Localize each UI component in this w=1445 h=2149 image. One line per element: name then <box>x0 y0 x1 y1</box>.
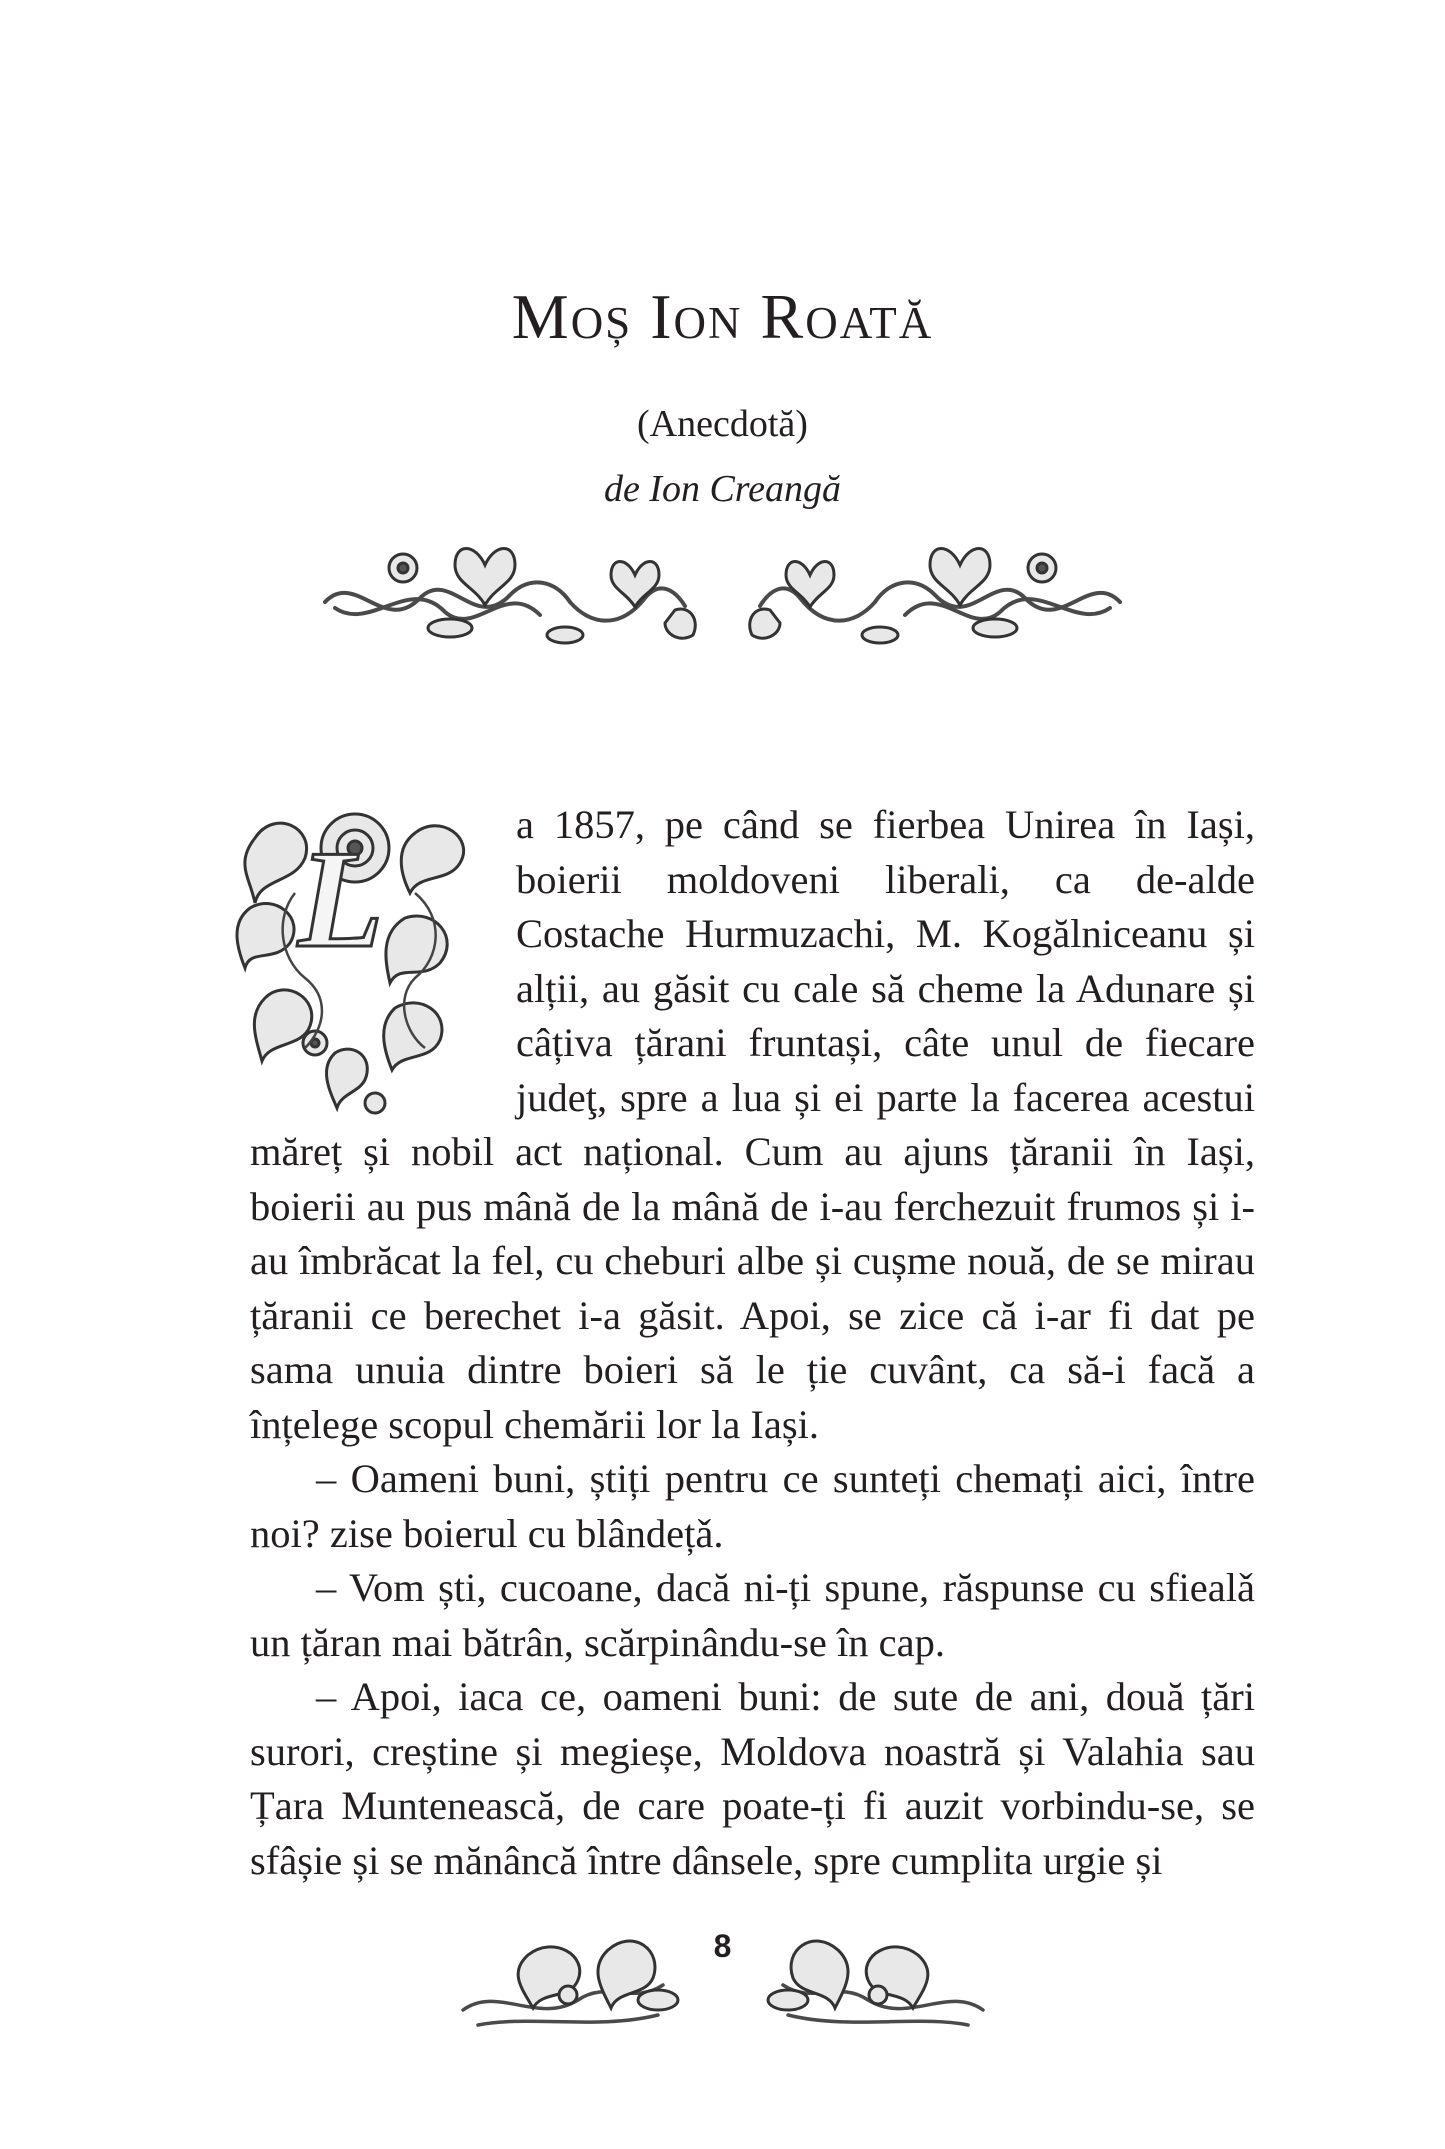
drop-cap-space <box>250 798 516 1125</box>
page-number: 8 <box>713 1928 732 1964</box>
author-line: de Ion Creangă <box>603 468 842 510</box>
drop-cap-letter: L <box>298 822 384 977</box>
floral-ornament-top <box>315 540 1130 660</box>
paragraph: a 1857, pe când se fierbea Unirea în Iași, boierii moldoveni liberali, ca de-alde Costache Hurmuzachi, M. Kogălniceanu și alții, au găsit cu cale să cheme la Adunare și câțiva țărani fruntași, câte unul de fiecare judeţ, spre a lua și ei parte la facerea acestui măreț și nobil act național. Cum au ajuns țăranii în Iași, boierii au pus mână de la mână de i-au ferchezuit frumos și i-au îmbrăcat la fel, cu cheburi albe și cușme nouă, de se mirau țăranii ce berechet i-a găsit. Apoi, se zice că i-ar fi dat pe sama unuia dintre boieri să le ție cuvânt, ca să-i facă a înțelege scopul chemării lor la Iași. <box>250 802 1255 1447</box>
body-text <box>250 798 1255 1888</box>
paragraph: – Oameni buni, știți pentru ce sunteți chemați aici, între noi? zise boierul cu blândețǎ. <box>250 1456 1255 1556</box>
paragraph: – Vom ști, cucoane, dacă ni-ți spune, răspunse cu sfiealǎ un țăran mai bătrân, scărpinându-se în cap. <box>250 1565 1255 1665</box>
chapter-subtitle: (Anecdotă) <box>637 403 808 445</box>
paragraph: – Apoi, iaca ce, oameni buni: de sute de ani, două țări surori, creștine și megieșe, Moldova noastră și Valahia sau Țara Muntenească, de care poate-ți fi auzit vorbindu-se, se sfâșie și se mănâncă între dânsele, spre cumplita urgie și <box>250 1674 1255 1883</box>
chapter-title: Moș Ion Roată <box>511 281 934 352</box>
